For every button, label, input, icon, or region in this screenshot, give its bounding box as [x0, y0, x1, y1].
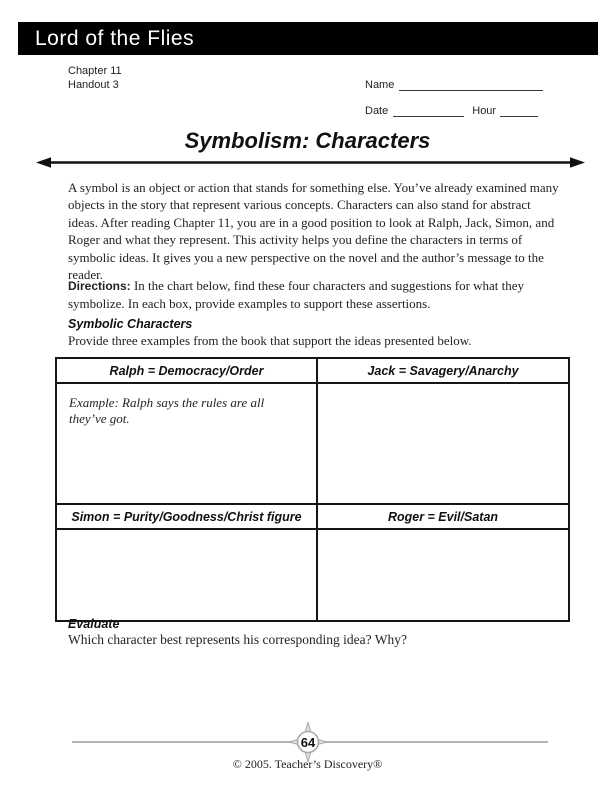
date-label: Date	[365, 105, 389, 117]
date-blank-line	[393, 104, 464, 117]
section-heading: Symbolic Characters	[68, 317, 193, 331]
header-cell-roger: Roger = Evil/Satan	[387, 509, 499, 524]
answer-cell-roger	[318, 530, 568, 620]
hour-blank-line	[500, 104, 538, 117]
date-hour-field-row	[365, 104, 550, 117]
evaluate-heading: Evaluate	[68, 617, 120, 631]
intro-paragraph: A symbol is an object or action that stands for something else. You’ve already examined many objects in the story that represent various concepts. Characters can also stand for abstract ideas. After reading Chapter 11, you are in a good position to look at Ralph, Jack, Simon, and Roger and what they represent. This activity helps you define the characters in terms of symbolic ideas. It gives you a new perspective on the novel and the author’s message to the reader.	[68, 180, 559, 283]
name-label: Name	[365, 79, 395, 91]
answer-cell-ralph: Example: Ralph says the rules are all they’ve got.	[57, 384, 318, 503]
double-arrow-icon	[36, 156, 585, 169]
table-body-row-2	[57, 530, 568, 620]
handout-label: Handout 3	[68, 79, 119, 91]
chapter-label: Chapter 11	[68, 65, 122, 77]
name-blank-line	[399, 78, 543, 91]
directions-text: In the chart below, find these four characters and suggestions for what they symbolize. In each box, provide examples to support these assertions.	[68, 278, 525, 312]
table-header-row-1	[57, 359, 568, 384]
name-field-row	[365, 78, 550, 91]
answer-cell-jack	[318, 384, 568, 503]
answer-cell-simon	[57, 530, 318, 620]
handout-meta	[68, 64, 122, 92]
evaluate-question: Which character best represents his corresponding idea? Why?	[68, 632, 407, 647]
compass-rose-icon	[289, 722, 327, 762]
table-header-row-2	[57, 503, 568, 530]
header-cell-jack: Jack = Savagery/Anarchy	[367, 363, 519, 378]
hour-label: Hour	[472, 105, 497, 117]
header-bar	[18, 22, 598, 55]
page-title: Symbolism: Characters	[184, 128, 431, 153]
table-body-row-1	[57, 384, 568, 503]
header-cell-simon: Simon = Purity/Goodness/Christ figure	[57, 505, 318, 528]
header-cell-ralph: Ralph = Democracy/Order	[57, 359, 318, 382]
copyright-text: © 2005. Teacher’s Discovery®	[232, 757, 383, 771]
symbolic-characters-table	[55, 357, 570, 622]
directions-paragraph	[68, 277, 560, 313]
directions-label: Directions:	[68, 279, 131, 293]
section-subtext: Provide three examples from the book that support the ideas presented below.	[68, 333, 472, 348]
book-title: Lord of the Flies	[35, 26, 195, 50]
page-number: 64	[300, 735, 316, 750]
student-fields	[365, 78, 550, 130]
